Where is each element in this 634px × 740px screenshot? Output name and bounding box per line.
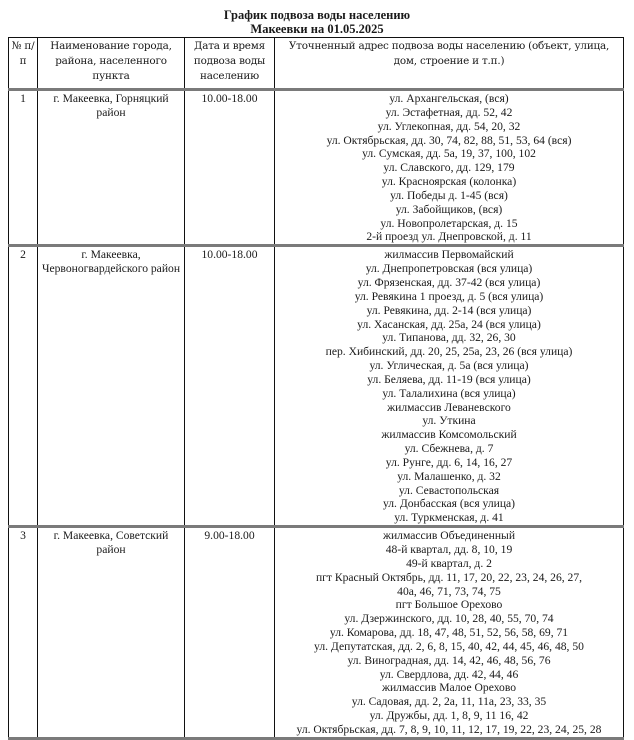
row-num: 1 xyxy=(9,90,38,246)
address-line: ул. Садовая, дд. 2, 2а, 11, 11а, 23, 33, 35 xyxy=(351,695,547,709)
row-district: г. Макеевка, Советский район xyxy=(38,527,185,739)
address-line: 2-й проезд ул. Днепровской, д. 11 xyxy=(366,230,532,244)
address-line: ул. Беляева, дд. 11-19 (вся улица) xyxy=(367,372,531,386)
address-line: ул. Виноградная, дд. 14, 42, 46, 48, 56, 76 xyxy=(347,653,551,667)
row-time: 10.00-18.00 xyxy=(185,246,275,527)
header-district: Наименование города, района, населенного пункта xyxy=(38,38,185,90)
address-line: ул. Хасанская, дд. 25а, 24 (вся улица) xyxy=(357,317,541,331)
row-addresses xyxy=(275,527,624,739)
table-row xyxy=(9,527,624,739)
address-line: ул. Севастопольская xyxy=(398,483,500,497)
address-line: ул. Донбасская (вся улица) xyxy=(382,497,516,511)
address-line: ул. Ревякина, дд. 2-14 (вся улица) xyxy=(366,303,532,317)
row-district: г. Макеевка, Червоногвардейского район xyxy=(38,246,185,527)
address-line: жилмассив Малое Орехово xyxy=(381,681,517,695)
address-line: жилмассив Комсомольский xyxy=(381,428,517,442)
address-line: ул. Сбежнева, д. 7 xyxy=(404,442,494,456)
row-time: 10.00-18.00 xyxy=(185,90,275,246)
address-line: ул. Сумская, дд. 5а, 19, 37, 100, 102 xyxy=(362,147,536,161)
header-num: № п/п xyxy=(9,38,38,90)
address-line: ул. Архангельская, (вся) xyxy=(389,92,509,105)
address-line: ул. Свердлова, дд. 42, 44, 46 xyxy=(379,667,519,681)
address-line: ул. Малашенко, д. 32 xyxy=(397,469,501,483)
title-line-2: Макеевки на 01.05.2025 xyxy=(250,22,384,36)
address-line: ул. Дзержинского, дд. 10, 28, 40, 55, 70, 74 xyxy=(344,612,554,626)
document-title xyxy=(0,8,634,36)
address-line: жилмассив Объединенный xyxy=(382,529,516,543)
row-addresses xyxy=(275,246,624,527)
address-line: ул. Забойщиков, (вся) xyxy=(395,202,503,216)
row-time: 9.00-18.00 xyxy=(185,527,275,739)
address-line: ул. Комарова, дд. 18, 47, 48, 51, 52, 56, 58, 69, 71 xyxy=(329,626,569,640)
row-addresses xyxy=(275,90,624,246)
address-line: ул. Славского, дд. 129, 179 xyxy=(383,161,515,175)
water-schedule-table xyxy=(8,37,624,740)
table-row xyxy=(9,90,624,246)
address-line: 49-й квартал, д. 2 xyxy=(406,556,492,570)
address-line: пер. Хибинский, дд. 20, 25, 25а, 23, 26 (вся улица) xyxy=(325,345,573,359)
address-line: ул. Уткина xyxy=(422,414,476,428)
address-line: ул. Дружбы, дд. 1, 8, 9, 11 16, 42 xyxy=(369,709,529,723)
address-line: ул. Эстафетная, дд. 52, 42 xyxy=(385,105,513,119)
address-line: ул. Октябрьская, дд. 30, 74, 82, 88, 51, 53, 64 (вся) xyxy=(326,133,572,147)
address-line: пгт Большое Орехово xyxy=(395,598,503,612)
address-line: ул. Октябрьская, дд. 7, 8, 9, 10, 11, 12, 17, 19, 22, 23, 24, 25, 28 xyxy=(296,722,602,736)
address-line: ул. Днепропетровская (вся улица) xyxy=(365,262,533,276)
header-time: Дата и время подвоза воды населению xyxy=(185,38,275,90)
address-line: жилмассив Первомайский xyxy=(384,248,514,262)
address-line: пгт Красный Октябрь, дд. 11, 17, 20, 22, 23, 24, 26, 27, xyxy=(315,570,583,584)
address-line: ул. Новопролетарская, д. 15 xyxy=(380,216,518,230)
address-line: ул. Красноярская (колонка) xyxy=(381,175,517,189)
address-line: ул. Углическая, д. 5а (вся улица) xyxy=(369,359,529,373)
address-line: ул. Рунге, дд. 6, 14, 16, 27 xyxy=(385,455,513,469)
address-line: ул. Депутатская, дд. 2, 6, 8, 15, 40, 42, 44, 45, 46, 48, 50 xyxy=(314,639,584,653)
address-line: ул. Углекопная, дд. 54, 20, 32 xyxy=(377,119,521,133)
address-line: жилмассив Леваневского xyxy=(387,400,511,414)
address-line: 48-й квартал, дд. 8, 10, 19 xyxy=(385,543,513,556)
address-line: ул. Талалихина (вся улица) xyxy=(382,386,516,400)
title-line-1: График подвоза воды населению xyxy=(223,8,411,22)
address-line: ул. Туркменская, д. 41 xyxy=(394,511,504,525)
row-num: 2 xyxy=(9,246,38,527)
table-header-row xyxy=(9,38,624,90)
row-district: г. Макеевка, Горняцкий район xyxy=(38,90,185,246)
row-num: 3 xyxy=(9,527,38,739)
address-line: ул. Ревякина 1 проезд, д. 5 (вся улица) xyxy=(354,289,544,303)
header-address: Уточненный адрес подвоза воды населению (объект, улица, дом, строение и т.п.) xyxy=(275,38,624,90)
table-row xyxy=(9,246,624,527)
address-line: ул. Типанова, дд. 32, 26, 30 xyxy=(382,331,516,345)
address-line: 40а, 46, 71, 73, 74, 75 xyxy=(397,584,501,598)
address-line: ул. Фрязенская, дд. 37-42 (вся улица) xyxy=(357,275,541,289)
address-line: ул. Победы д. 1-45 (вся) xyxy=(390,188,508,202)
